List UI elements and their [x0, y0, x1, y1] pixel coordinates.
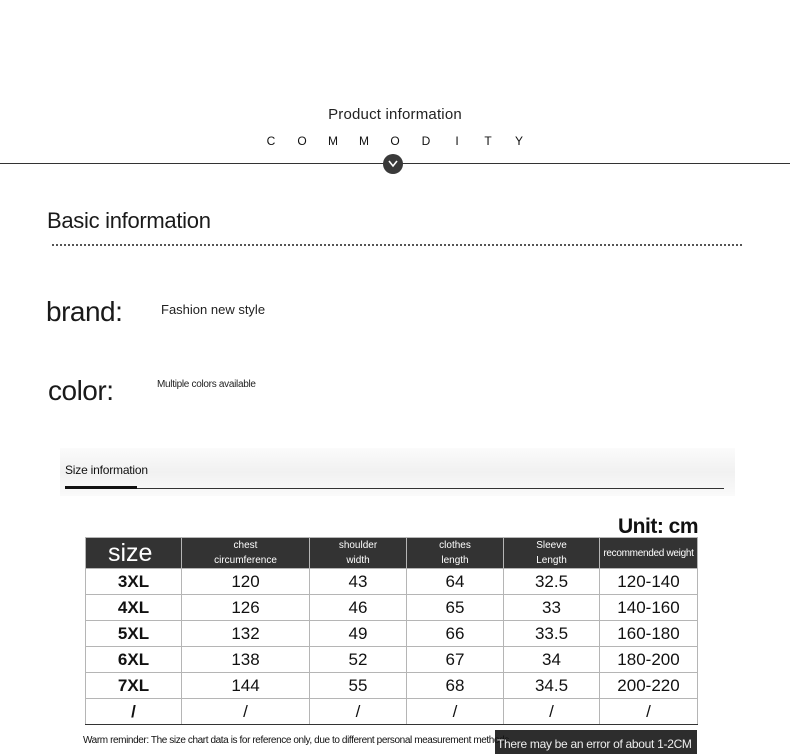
table-cell: 180-200	[600, 647, 698, 673]
column-header-weight: recommended weight	[600, 538, 698, 569]
table-row	[86, 647, 698, 673]
subtitle-letter: T	[484, 134, 492, 148]
subtitle-letter: O	[390, 134, 400, 148]
subtitle-letter: Y	[514, 134, 523, 148]
error-margin-note: There may be an error of about 1-2CM	[497, 737, 692, 751]
table-cell: 120-140	[600, 569, 698, 595]
basic-information-heading: Basic information	[47, 208, 211, 233]
table-row	[86, 595, 698, 621]
subtitle-letter: O	[297, 134, 307, 148]
table-row	[86, 699, 698, 725]
brand-value: Fashion new style	[161, 302, 266, 317]
table-cell: 126	[182, 595, 310, 621]
table-cell: 52	[310, 647, 407, 673]
table-cell: 160-180	[600, 621, 698, 647]
table-cell: 138	[182, 647, 310, 673]
table-cell: 64	[407, 569, 504, 595]
chevron-down-icon	[383, 154, 403, 174]
table-cell: 33.5	[504, 621, 600, 647]
table-cell: 7XL	[86, 673, 182, 699]
column-header-length: clothes length	[407, 538, 504, 569]
table-cell: 43	[310, 569, 407, 595]
table-cell: 5XL	[86, 621, 182, 647]
table-cell: 34.5	[504, 673, 600, 699]
section-rule	[137, 488, 724, 489]
table-cell: 140-160	[600, 595, 698, 621]
color-value: Multiple colors available	[157, 379, 256, 390]
table-row	[86, 621, 698, 647]
column-header-shoulder: shoulder width	[310, 538, 407, 569]
column-header-sleeve: Sleeve Length	[504, 538, 600, 569]
table-cell: 6XL	[86, 647, 182, 673]
page-title: Product information	[328, 106, 462, 123]
table-cell: /	[600, 699, 698, 725]
table-cell: 33	[504, 595, 600, 621]
table-cell: /	[86, 699, 182, 725]
table-cell: 120	[182, 569, 310, 595]
table-cell: 200-220	[600, 673, 698, 699]
subtitle-letter: I	[455, 134, 459, 148]
table-cell: 46	[310, 595, 407, 621]
column-header-size: size	[86, 538, 182, 569]
table-cell: 34	[504, 647, 600, 673]
table-cell: 55	[310, 673, 407, 699]
subtitle-letter: M	[359, 134, 369, 148]
table-cell: 68	[407, 673, 504, 699]
table-header-row	[86, 538, 698, 569]
table-cell: /	[310, 699, 407, 725]
commodity-subtitle	[0, 134, 790, 148]
column-header-chest: chest circumference	[182, 538, 310, 569]
unit-label: Unit: cm	[618, 515, 698, 538]
table-cell: 65	[407, 595, 504, 621]
table-cell: 144	[182, 673, 310, 699]
table-cell: 66	[407, 621, 504, 647]
table-cell: /	[407, 699, 504, 725]
size-information-heading: Size information	[65, 463, 148, 477]
table-cell: 32.5	[504, 569, 600, 595]
color-label: color:	[48, 375, 114, 406]
table-cell: 4XL	[86, 595, 182, 621]
table-cell: /	[504, 699, 600, 725]
subtitle-letter: M	[328, 134, 338, 148]
dotted-divider	[52, 244, 742, 246]
brand-label: brand:	[46, 296, 123, 327]
size-chart-table	[85, 537, 698, 725]
subtitle-letter: D	[421, 134, 431, 148]
table-row	[86, 569, 698, 595]
table-row	[86, 673, 698, 699]
heading-underline	[65, 486, 137, 489]
table-cell: 132	[182, 621, 310, 647]
warm-reminder-note: Warm reminder: The size chart data is for reference only, due to different personal measurement methods	[83, 735, 509, 746]
table-cell: 3XL	[86, 569, 182, 595]
table-cell: 67	[407, 647, 504, 673]
table-cell: /	[182, 699, 310, 725]
table-cell: 49	[310, 621, 407, 647]
subtitle-letter: C	[266, 134, 276, 148]
